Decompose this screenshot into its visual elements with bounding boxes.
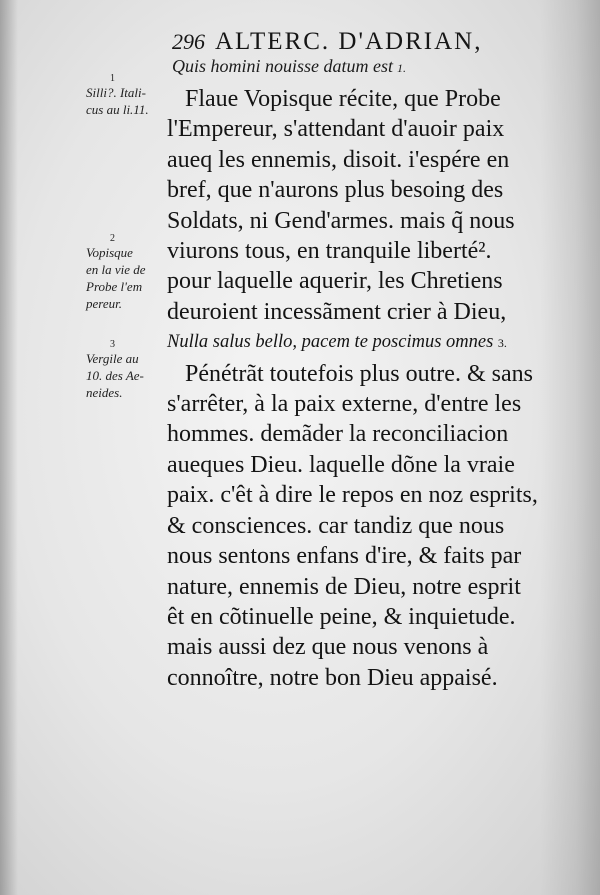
margin-note-line: pereur. xyxy=(86,296,122,311)
margin-note-2 xyxy=(86,234,166,312)
text-line: Soldats, ni Gend'armes. mais q̃ nous xyxy=(167,207,515,234)
text-line: pour laquelle aquerir, les Chretiens xyxy=(167,268,503,295)
text-line: êt en cõtinuelle peine, & inquietude. xyxy=(167,603,516,630)
opening-quotation xyxy=(172,56,406,77)
margin-note-line: Vopisque xyxy=(86,245,133,260)
verse-ref: 3. xyxy=(497,336,507,351)
gutter-shadow xyxy=(0,0,18,895)
verse-text: Nulla salus bello, pacem te poscimus omnes xyxy=(167,332,494,353)
text-line: bref, que n'aurons plus besoing des xyxy=(167,177,504,204)
text-line: aueq les ennemis, disoit. i'espére en xyxy=(167,146,510,173)
margin-note-line: en la vie de xyxy=(86,262,146,277)
text-line: deuroient incessãment crier à Dieu, xyxy=(167,298,507,325)
text-line: s'arrêter, à la paix externe, d'entre les xyxy=(167,391,522,418)
edge-shadow xyxy=(540,0,600,895)
margin-note-line: 10. des Ae- xyxy=(86,368,144,383)
text-line: Pénétrãt toutefois plus outre. & sans xyxy=(185,360,533,387)
margin-note-1 xyxy=(86,74,166,118)
running-header xyxy=(172,28,512,56)
text-line: viurons tous, en tranquile liberté². xyxy=(167,238,492,265)
quotation-text: Quis homini nouisse datum est xyxy=(172,56,394,76)
text-line: nature, ennemis de Dieu, notre esprit xyxy=(167,573,521,600)
margin-note-number: 3 xyxy=(110,339,115,350)
margin-note-number: 1 xyxy=(110,73,115,84)
margin-note-line: cus au li.11. xyxy=(86,102,149,117)
margin-note-number: 2 xyxy=(110,233,115,244)
text-line: nous sentons enfans d'ire, & faits par xyxy=(167,543,522,570)
main-text-block xyxy=(167,84,547,693)
text-line: mais aussi dez que nous venons à xyxy=(167,634,489,661)
margin-note-line: Silli?. Itali- xyxy=(86,85,146,100)
text-line: aueques Dieu. laquelle dõne la vraie xyxy=(167,451,515,478)
text-line: connoître, notre bon Dieu appaisé. xyxy=(167,664,498,691)
text-line: paix. c'êt à dire le repos en noz esprits, xyxy=(167,482,538,509)
margin-note-line: Vergile au xyxy=(86,351,139,366)
text-line: & consciences. car tandiz que nous xyxy=(167,512,505,539)
text-line: Flaue Vopisque récite, que Probe xyxy=(185,86,501,112)
margin-note-line: Probe l'em xyxy=(86,279,143,294)
quotation-ref: 1. xyxy=(397,61,407,75)
verse-quotation-line xyxy=(167,327,547,358)
text-line: hommes. demãder la reconciliacion xyxy=(167,421,509,448)
margin-note-line: neides. xyxy=(86,385,123,400)
page-number: 296 xyxy=(172,29,205,54)
running-title: ALTERC. D'ADRIAN, xyxy=(215,28,483,55)
margin-note-3 xyxy=(86,340,166,401)
text-line: l'Empereur, s'attendant d'auoir paix xyxy=(167,116,505,143)
